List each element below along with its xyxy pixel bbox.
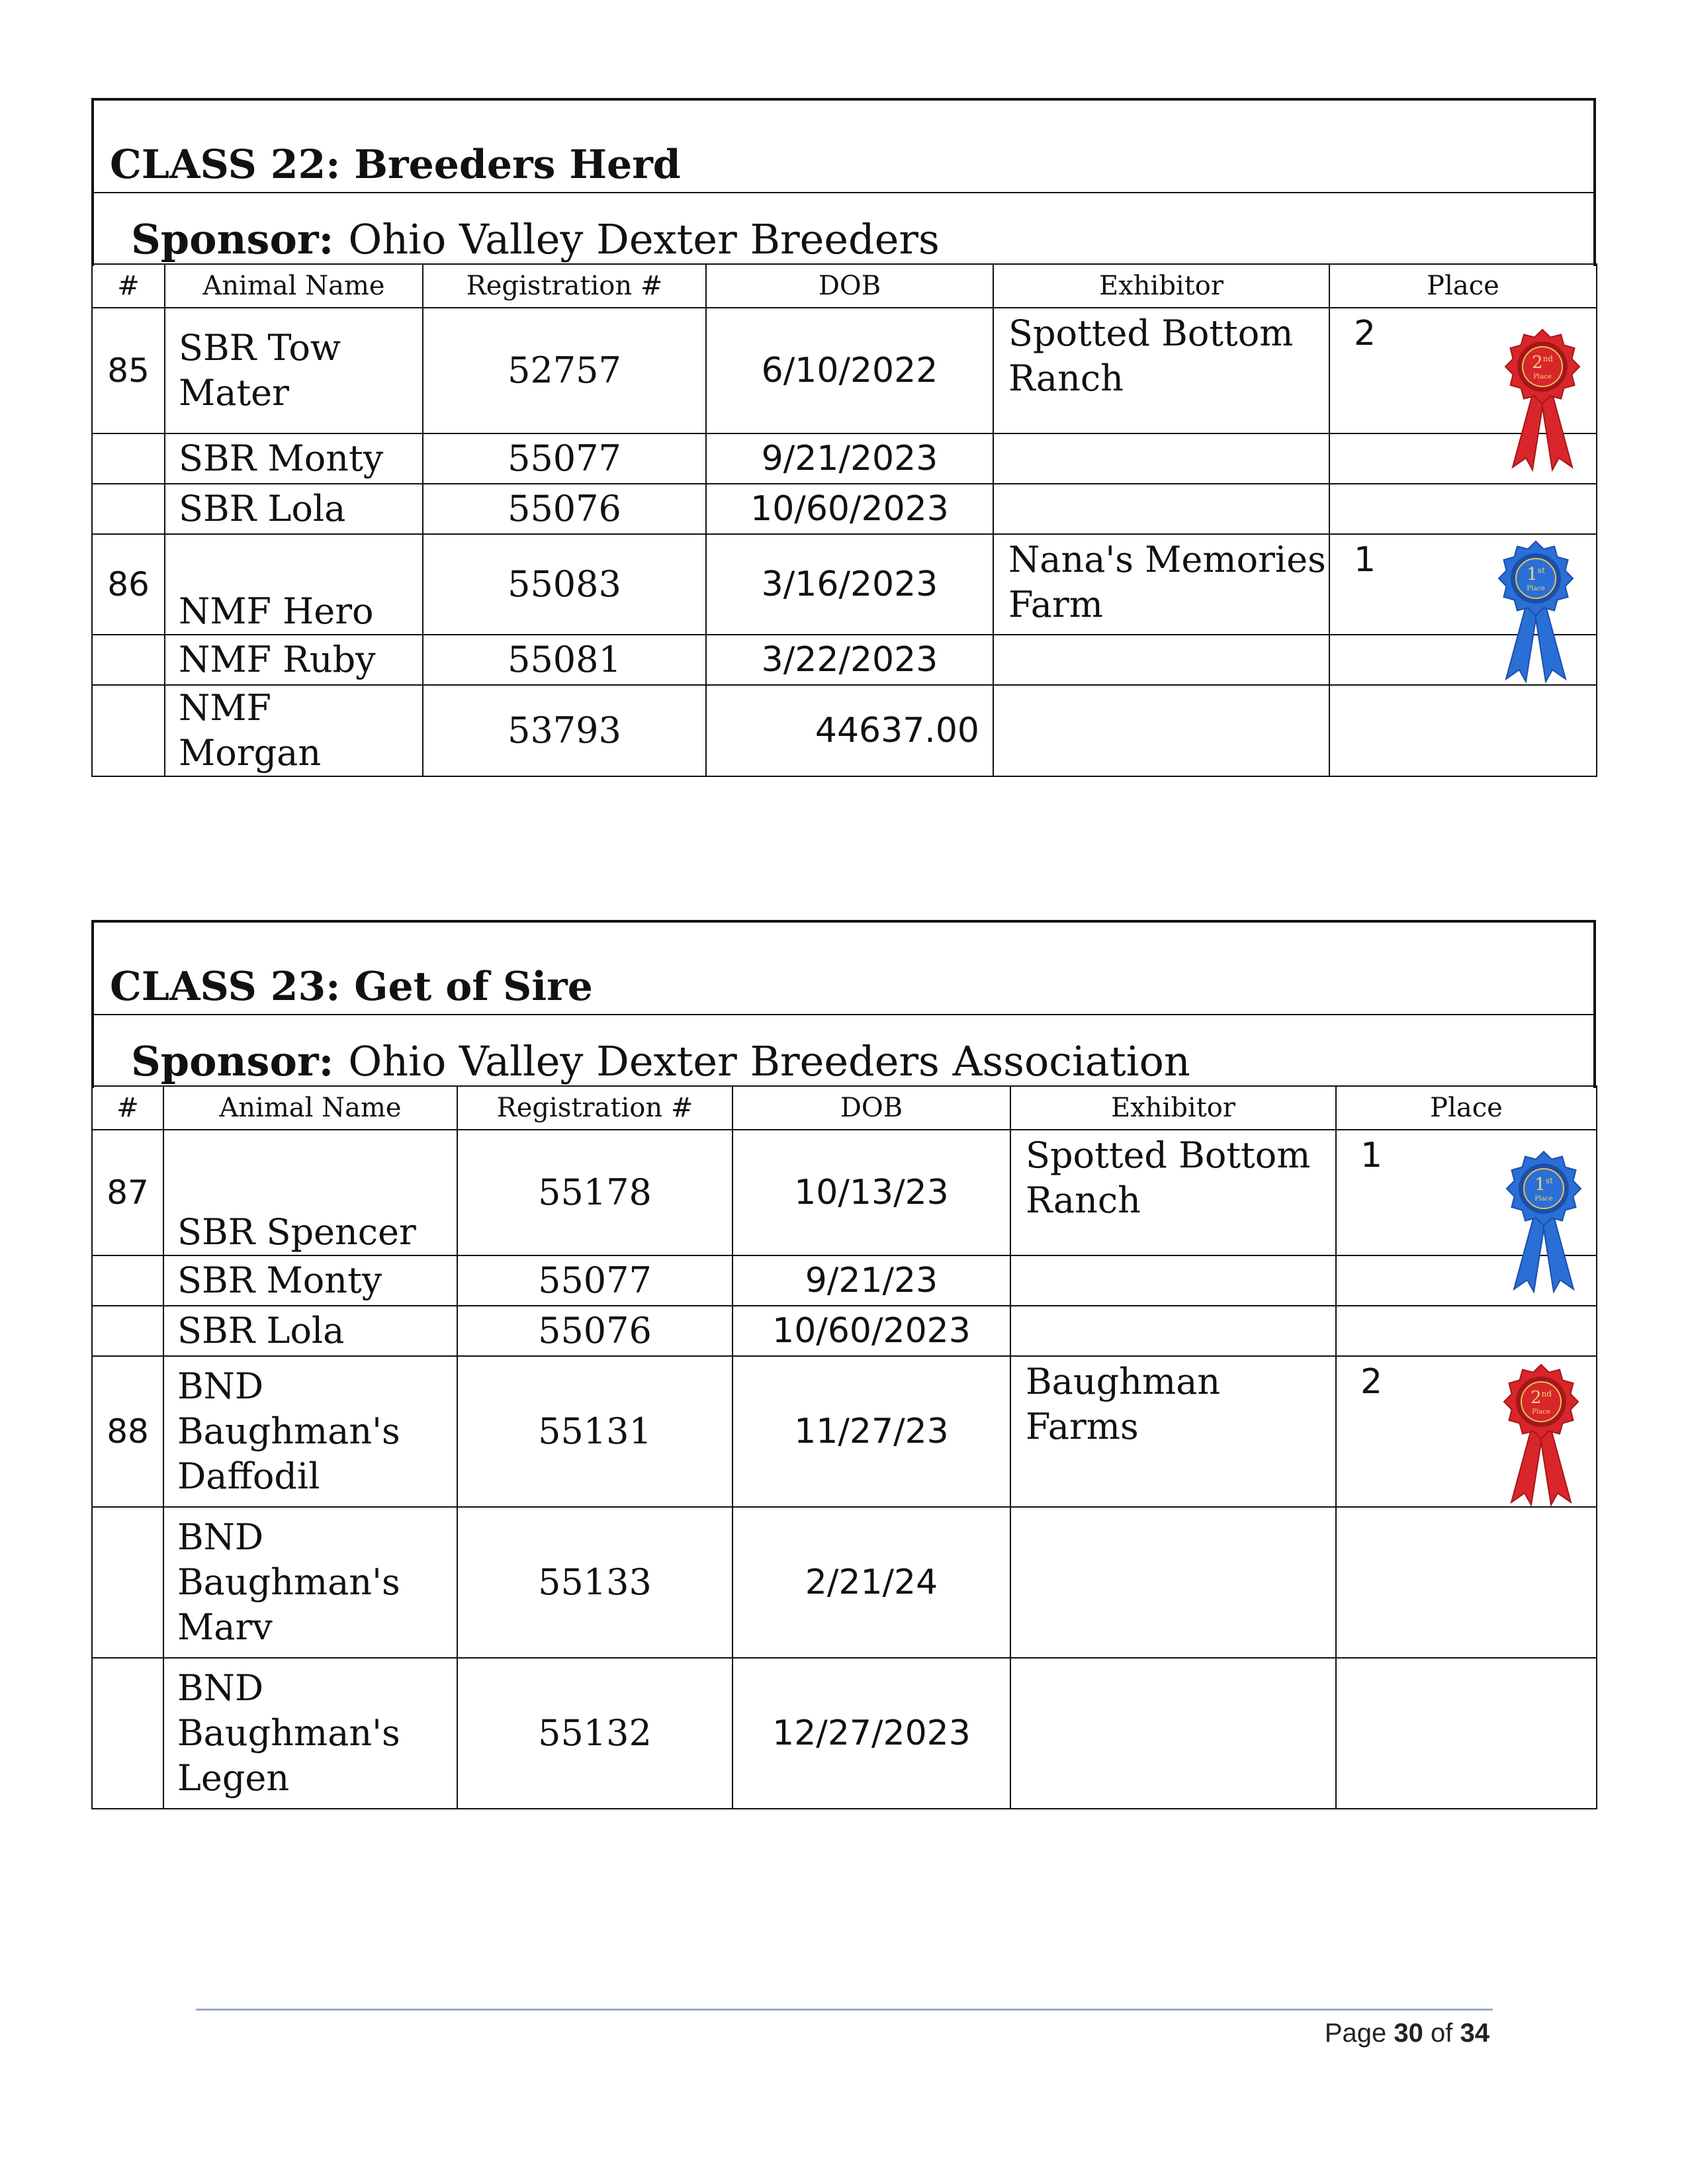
header-registration: Registration #	[423, 264, 706, 308]
class23-title: CLASS 23: Get of Sire	[94, 923, 1593, 1015]
table-row	[92, 1658, 1597, 1809]
class22-table	[91, 263, 1597, 777]
animal-name: NMF Morgan	[165, 685, 423, 776]
svg-text:Place: Place	[1534, 1195, 1553, 1203]
class22-sponsor-label: Sponsor:	[131, 215, 334, 263]
entry-num	[92, 1507, 163, 1658]
place-cell	[1336, 1255, 1597, 1306]
svg-text:Place: Place	[1527, 585, 1545, 592]
class23-table	[91, 1085, 1597, 1809]
animal-name: BND Baughman's Daffodil	[163, 1356, 457, 1507]
exhibitor: Spotted Bottom Ranch	[1010, 1130, 1336, 1255]
place-cell	[1336, 1658, 1597, 1809]
place-cell	[1336, 1306, 1597, 1356]
svg-text:1st: 1st	[1534, 1175, 1553, 1195]
entry-num: 87	[92, 1130, 163, 1255]
dob: 3/16/2023	[706, 534, 993, 635]
animal-name: SBR Lola	[163, 1306, 457, 1356]
dob: 9/21/2023	[706, 433, 993, 484]
registration-num: 55076	[423, 484, 706, 534]
dob: 2/21/24	[733, 1507, 1010, 1658]
animal-name: NMF Ruby	[165, 635, 423, 685]
exhibitor	[1010, 1306, 1336, 1356]
exhibitor	[993, 635, 1329, 685]
exhibitor	[993, 433, 1329, 484]
header-dob: DOB	[733, 1086, 1010, 1130]
registration-num: 55083	[423, 534, 706, 635]
header-animal-name: Animal Name	[165, 264, 423, 308]
class22-header-block	[91, 98, 1596, 266]
table-row	[92, 1130, 1597, 1255]
class22-title: CLASS 22: Breeders Herd	[94, 101, 1593, 193]
place-cell	[1336, 1356, 1597, 1507]
svg-text:Place: Place	[1533, 373, 1552, 381]
class23-sponsor	[94, 1015, 1593, 1088]
place-cell	[1329, 685, 1597, 776]
footer-divider	[196, 2009, 1493, 2011]
animal-name: NMF Hero	[165, 534, 423, 635]
table-row	[92, 635, 1597, 685]
animal-name: SBR Tow Mater	[165, 308, 423, 433]
dob: 3/22/2023	[706, 635, 993, 685]
registration-num: 55132	[457, 1658, 733, 1809]
dob: 6/10/2022	[706, 308, 993, 433]
registration-num: 55077	[457, 1255, 733, 1306]
place-cell	[1329, 308, 1597, 433]
table-row	[92, 1356, 1597, 1507]
registration-num: 55076	[457, 1306, 733, 1356]
registration-num: 55133	[457, 1507, 733, 1658]
exhibitor	[993, 685, 1329, 776]
animal-name: BND Baughman's Legen	[163, 1658, 457, 1809]
exhibitor	[1010, 1507, 1336, 1658]
page-current: 30	[1394, 2019, 1423, 2048]
dob: 11/27/23	[733, 1356, 1010, 1507]
page-total: 34	[1460, 2019, 1489, 2048]
registration-num: 53793	[423, 685, 706, 776]
table-row	[92, 1306, 1597, 1356]
place-cell	[1329, 433, 1597, 484]
entry-num	[92, 1306, 163, 1356]
header-place: Place	[1336, 1086, 1597, 1130]
place-value: 2	[1354, 314, 1376, 353]
place-cell	[1336, 1130, 1597, 1255]
animal-name: BND Baughman's Marv	[163, 1507, 457, 1658]
header-num: #	[92, 1086, 163, 1130]
exhibitor	[1010, 1255, 1336, 1306]
header-dob: DOB	[706, 264, 993, 308]
animal-name: SBR Monty	[165, 433, 423, 484]
dob: 10/60/2023	[706, 484, 993, 534]
table-row	[92, 534, 1597, 635]
entry-num: 85	[92, 308, 165, 433]
svg-text:Place: Place	[1532, 1408, 1550, 1416]
entry-num	[92, 1658, 163, 1809]
animal-name: SBR Monty	[163, 1255, 457, 1306]
header-exhibitor: Exhibitor	[1010, 1086, 1336, 1130]
class23-header-block	[91, 920, 1596, 1088]
table-header-row	[92, 264, 1597, 308]
class23-sponsor-name: Ohio Valley Dexter Breeders Association	[348, 1037, 1190, 1085]
entry-num	[92, 433, 165, 484]
table-row	[92, 433, 1597, 484]
header-place: Place	[1329, 264, 1597, 308]
header-num: #	[92, 264, 165, 308]
table-header-row	[92, 1086, 1597, 1130]
entry-num	[92, 635, 165, 685]
entry-num	[92, 484, 165, 534]
page-number	[1325, 2019, 1489, 2048]
exhibitor	[993, 484, 1329, 534]
header-exhibitor: Exhibitor	[993, 264, 1329, 308]
exhibitor: Nana's Memories Farm	[993, 534, 1329, 635]
registration-num: 52757	[423, 308, 706, 433]
header-registration: Registration #	[457, 1086, 733, 1130]
place-value: 2	[1360, 1362, 1383, 1402]
table-row	[92, 1255, 1597, 1306]
class22-sponsor	[94, 193, 1593, 266]
place-cell	[1329, 534, 1597, 635]
entry-num	[92, 685, 165, 776]
dob: 10/60/2023	[733, 1306, 1010, 1356]
class23-sponsor-label: Sponsor:	[131, 1037, 334, 1085]
second-place-ribbon-icon	[1499, 1363, 1583, 1509]
place-cell	[1336, 1507, 1597, 1658]
header-animal-name: Animal Name	[163, 1086, 457, 1130]
table-row	[92, 1507, 1597, 1658]
registration-num: 55077	[423, 433, 706, 484]
place-cell	[1329, 484, 1597, 534]
entry-num: 86	[92, 534, 165, 635]
registration-num: 55131	[457, 1356, 733, 1507]
svg-text:1st: 1st	[1527, 565, 1545, 584]
animal-name: SBR Spencer	[163, 1130, 457, 1255]
registration-num: 55178	[457, 1130, 733, 1255]
svg-text:2nd: 2nd	[1531, 1388, 1552, 1408]
dob: 44637.00	[706, 685, 993, 776]
dob: 12/27/2023	[733, 1658, 1010, 1809]
dob: 9/21/23	[733, 1255, 1010, 1306]
registration-num: 55081	[423, 635, 706, 685]
svg-text:2nd: 2nd	[1532, 353, 1553, 373]
place-value: 1	[1354, 540, 1376, 580]
place-value: 1	[1360, 1136, 1383, 1175]
page-label: Page	[1324, 2019, 1387, 2048]
exhibitor: Baughman Farms	[1010, 1356, 1336, 1507]
animal-name: SBR Lola	[165, 484, 423, 534]
table-row	[92, 685, 1597, 776]
exhibitor: Spotted Bottom Ranch	[993, 308, 1329, 433]
table-row	[92, 308, 1597, 433]
entry-num	[92, 1255, 163, 1306]
exhibitor	[1010, 1658, 1336, 1809]
table-row	[92, 484, 1597, 534]
class22-sponsor-name: Ohio Valley Dexter Breeders	[348, 215, 940, 263]
dob: 10/13/23	[733, 1130, 1010, 1255]
page-of-label: of	[1431, 2019, 1453, 2048]
entry-num: 88	[92, 1356, 163, 1507]
place-cell	[1329, 635, 1597, 685]
